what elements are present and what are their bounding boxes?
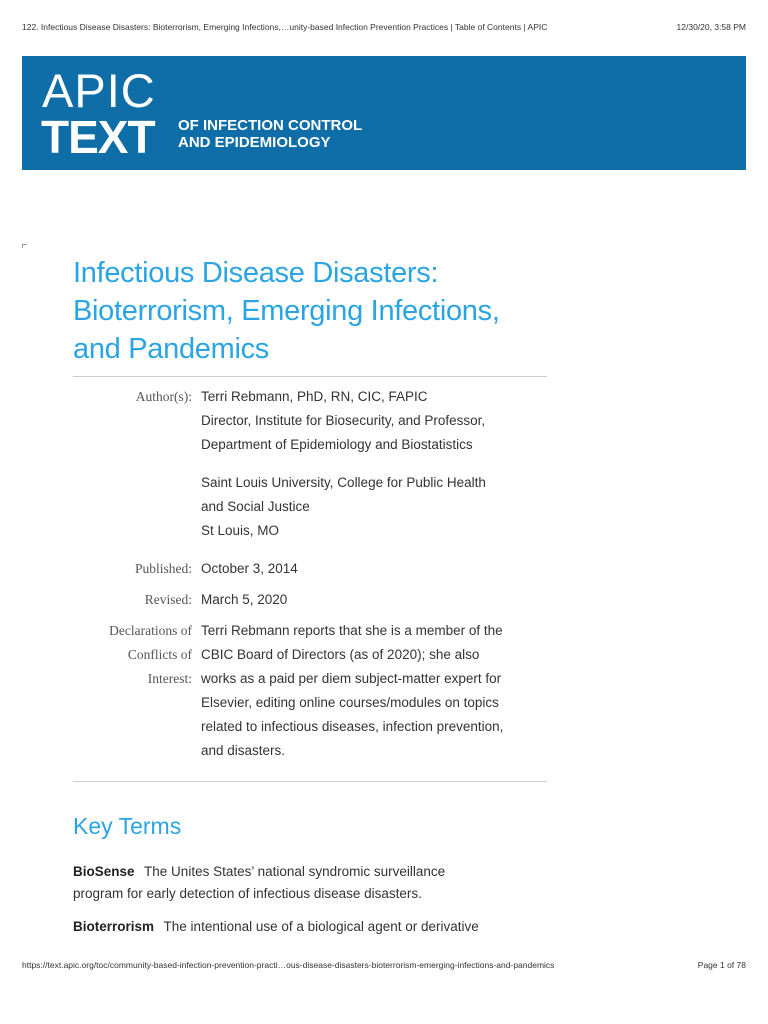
term-biosense: [73, 861, 533, 905]
key-terms-heading: Key Terms: [73, 813, 182, 839]
declarations-line-1: Terri Rebmann reports that she is a member of the: [201, 623, 503, 638]
declarations-label: [73, 619, 192, 763]
print-footer-page: Page 1 of 78: [697, 960, 746, 970]
logo-subtitle-line-1: OF INFECTION CONTROL: [178, 117, 363, 134]
published-label: Published:: [134, 561, 192, 576]
term-bioterrorism-def-1: The intentional use of a biological agent or derivative: [163, 919, 479, 934]
print-footer-url[interactable]: https://text.apic.org/toc/community-based-infection-prevention-practi…ous-disease-disasters-bioterrorism-emerging-infections-and-pandemics: [22, 960, 555, 970]
logo-apic: APIC: [42, 64, 156, 117]
author-name: Terri Rebmann, PhD, RN, CIC, FAPIC: [201, 389, 428, 404]
declarations-label-1: Declarations of: [109, 623, 192, 638]
declarations-line-2: CBIC Board of Directors (as of 2020); she also: [201, 647, 480, 662]
declarations-line-6: and disasters.: [201, 743, 286, 758]
term-bioterrorism-name: Bioterrorism: [73, 919, 155, 934]
meta-authors: [73, 385, 553, 543]
affiliation-3: St Louis, MO: [201, 523, 280, 538]
corner-mark-icon: [22, 244, 27, 248]
declarations-line-5: related to infectious diseases, infection prevention,: [201, 719, 504, 734]
title-line-2: Bioterrorism, Emerging Infections,: [73, 295, 500, 327]
declarations-label-3: Interest:: [147, 671, 192, 686]
authors-label: Author(s):: [135, 389, 192, 404]
term-biosense-def-2: program for early detection of infectious disease disasters.: [73, 886, 422, 901]
revised-value: March 5, 2020: [201, 592, 288, 607]
meta-published: [73, 557, 553, 581]
declarations-label-2: Conflicts of: [127, 647, 192, 662]
title-line-1: Infectious Disease Disasters:: [73, 257, 439, 289]
divider-top: [73, 376, 547, 377]
logo-text: TEXT: [41, 111, 155, 163]
authors-value: [201, 385, 551, 543]
print-header-datetime: 12/30/20, 3:58 PM: [676, 22, 746, 32]
affiliation-1: Saint Louis University, College for Public Health: [201, 475, 486, 490]
term-biosense-name: BioSense: [73, 864, 135, 879]
logo-subtitle: [178, 117, 362, 151]
affiliation-2: and Social Justice: [201, 499, 310, 514]
meta-declarations: [73, 619, 553, 763]
declarations-line-3: works as a paid per diem subject-matter expert for: [201, 671, 502, 686]
term-bioterrorism: [73, 916, 533, 938]
declarations-value: [201, 619, 551, 763]
print-header: [22, 22, 746, 32]
revised-label: Revised:: [144, 592, 192, 607]
apic-banner: [22, 56, 746, 170]
published-value: October 3, 2014: [201, 561, 298, 576]
print-header-title: 122. Infectious Disease Disasters: Bioterrorism, Emerging Infections,…unity-based Infection Prevention Practices | Table of Contents | APIC: [22, 22, 548, 32]
divider-bottom: [73, 781, 547, 782]
title-line-3: and Pandemics: [73, 333, 269, 365]
declarations-line-4: Elsevier, editing online courses/modules on topics: [201, 695, 499, 710]
term-biosense-def-1: The Unites States’ national syndromic surveillance: [144, 864, 446, 879]
logo-subtitle-line-2: AND EPIDEMIOLOGY: [178, 134, 331, 151]
print-footer: [22, 960, 746, 970]
author-role-1: Director, Institute for Biosecurity, and Professor,: [201, 413, 486, 428]
document-title: [73, 254, 553, 368]
meta-revised: [73, 588, 553, 612]
author-role-2: Department of Epidemiology and Biostatistics: [201, 437, 473, 452]
